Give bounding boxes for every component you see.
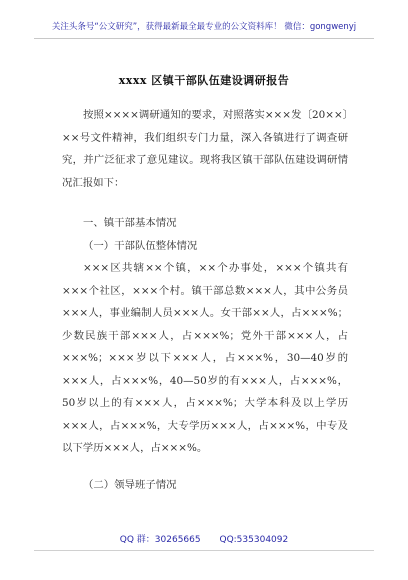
overview-paragraph: ×××区共辖××个镇，××个办事处，×××个镇共有×××个社区，×××个村。镇干部总数×××人，其中公务员×××人，事业编制人员×××人。女干部××人，占×××%；少数民族干部×××人，占×××%；党外干部×××人，占×××%；×××岁以下×××人，占×××%，30—40岁的×××人，占×××%，40—50岁的有×××人，占×××%，50岁以上的有×××人，占×××%；大学本科及以上学历×××人，占×××%，大专学历×××人，占×××%，中专及以下学历×××人，占×××%。: [62, 262, 348, 454]
intro-paragraph: 按照××××调研通知的要求，对照落实×××发〔20××〕××号文件精神，我们组织专门力量，深入各镇进行了调查研究，并广泛征求了意见建议。现将我区镇干部队伍建设调研情况汇报如下：: [62, 109, 348, 189]
document-body: [62, 104, 348, 496]
footer-contact: [0, 532, 408, 545]
document-title: xxxx 区镇干部队伍建设调研报告: [118, 74, 290, 87]
header-divider: [34, 38, 374, 39]
section-heading: 一、镇干部基本情况: [83, 217, 177, 229]
footer-qq-group: QQ 群：30265665: [119, 535, 201, 545]
subsection-heading-2: （二）领导班子情况: [83, 478, 177, 491]
footer-qq: QQ:535304092: [219, 535, 289, 545]
footer-divider: [34, 550, 374, 551]
subsection-heading: （一）干部队伍整体情况: [83, 239, 198, 252]
header-promo: 关注头条号“公文研究”，获得最新最全最专业的公文资料库！ 微信：gongwenyj: [51, 22, 357, 32]
